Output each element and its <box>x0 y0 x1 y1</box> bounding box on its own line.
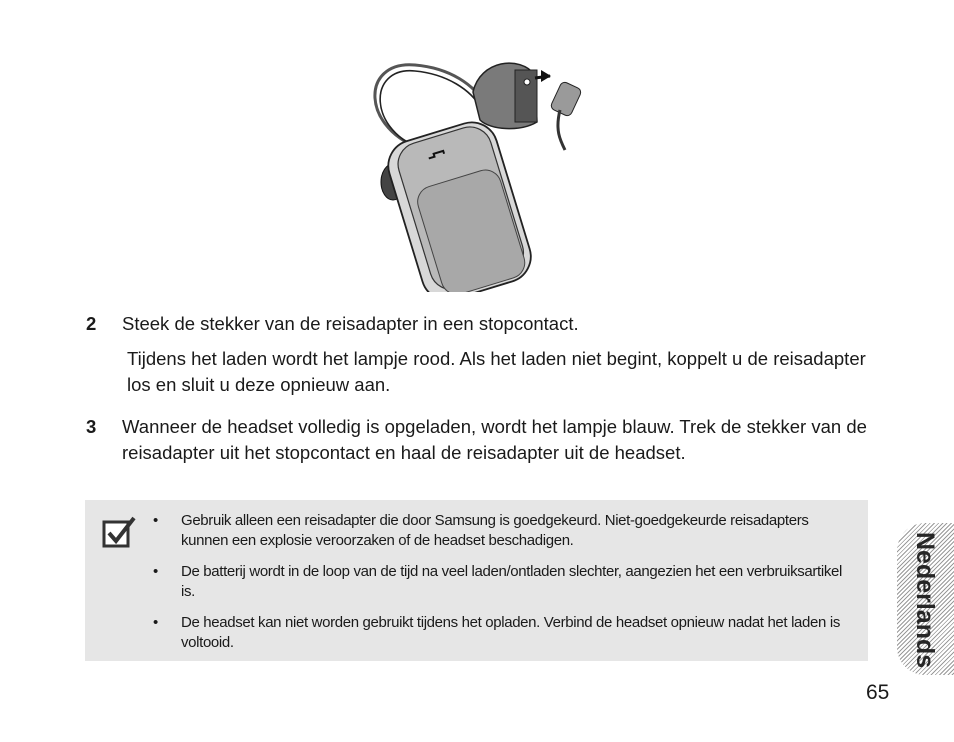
step-text: Wanneer de headset volledig is opgeladen, wordt het lampje blauw. Trek de stekker van de reisadapter uit het stopcontact en haal de reisadapter uit de headset. <box>122 416 867 463</box>
language-tab <box>897 523 954 675</box>
list-item <box>153 511 853 551</box>
step-text: Steek de stekker van de reisadapter in een stopcontact. <box>122 313 579 334</box>
bullet: • <box>153 563 158 580</box>
step-number: 2 <box>86 313 97 334</box>
checkbox-note-icon <box>102 514 138 550</box>
note-text: De batterij wordt in de loop van de tijd na veel laden/ontladen slechter, aangezien het een verbruiksartikel is. <box>181 563 842 600</box>
list-item <box>153 613 853 653</box>
page-number: 65 <box>866 681 890 704</box>
note-text: De headset kan niet worden gebruikt tijdens het opladen. Verbind de headset opnieuw nadat het laden is voltooid. <box>181 614 840 651</box>
list-item <box>153 562 853 602</box>
bullet: • <box>153 512 158 529</box>
step-number: 3 <box>86 416 97 437</box>
language-tab-label: Nederlands <box>911 532 939 669</box>
note-list <box>153 511 853 664</box>
bullet: • <box>153 614 158 631</box>
note-box <box>85 500 868 661</box>
step-subtext: Tijdens het laden wordt het lampje rood. Als het laden niet begint, koppelt u de reisadapter los en sluit u deze opnieuw aan. <box>127 348 866 395</box>
note-text: Gebruik alleen een reisadapter die door Samsung is goedgekeurd. Niet-goedgekeurde reisadapters kunnen een explosie veroorzaken of de headset beschadigen. <box>181 512 809 549</box>
headset-charging-illustration <box>355 50 595 292</box>
